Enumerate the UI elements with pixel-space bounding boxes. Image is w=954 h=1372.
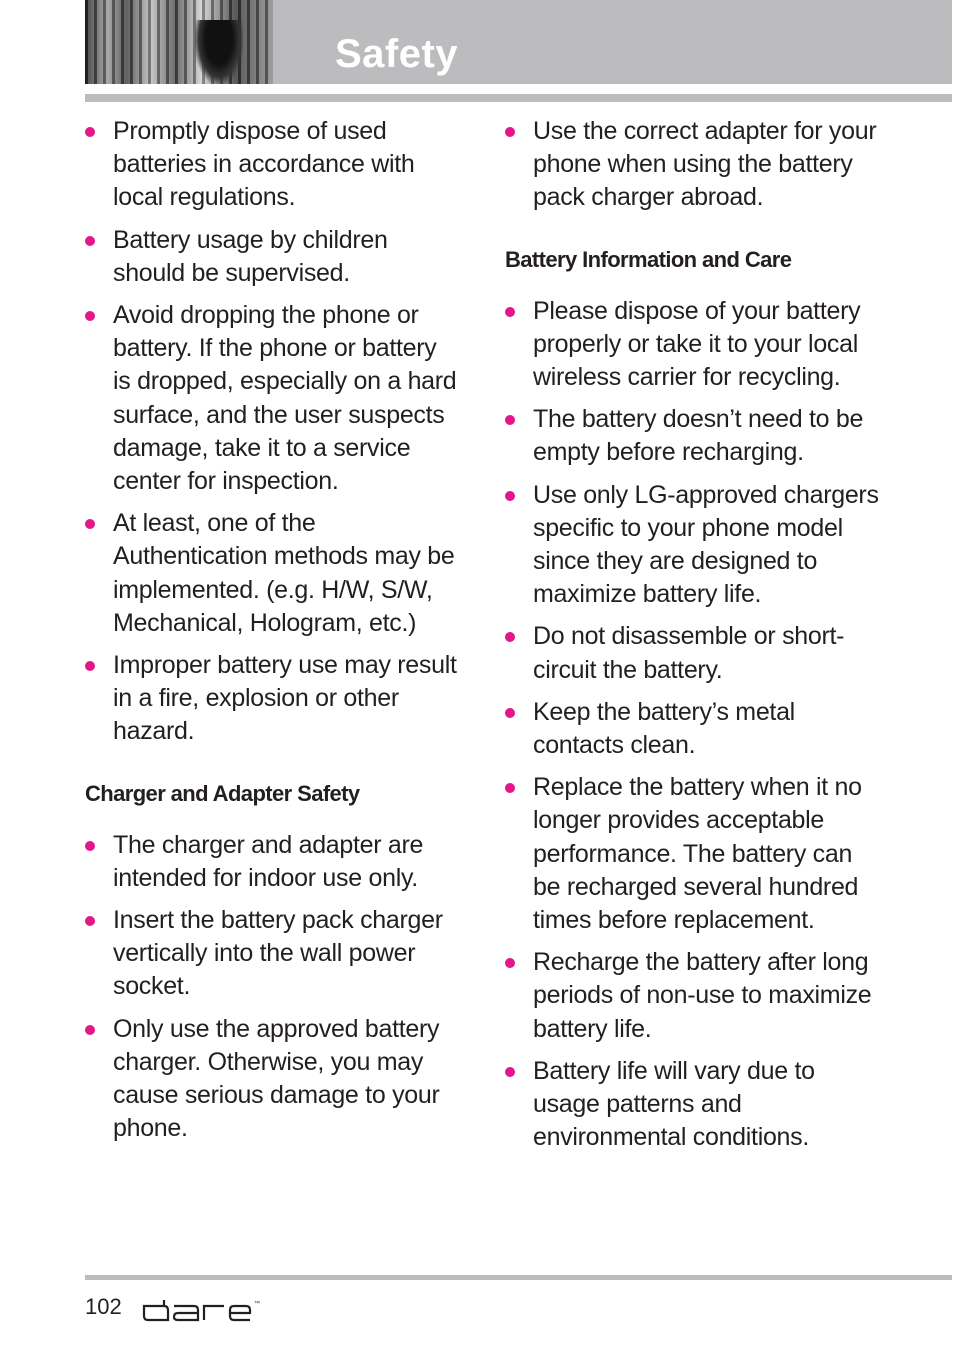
- bullet-icon: [505, 491, 515, 501]
- list-item-text: Only use the approved battery charger. Otherwise, you may cause serious damage to your phone.: [113, 1014, 440, 1143]
- left-bullets-1: [85, 115, 460, 749]
- page-header: [85, 0, 952, 84]
- header-photo-figure: [195, 20, 243, 84]
- dare-logo-icon: [142, 1298, 262, 1322]
- bullet-icon: [85, 519, 95, 529]
- list-item-text: Improper battery use may result in a fire, explosion or other hazard.: [113, 651, 457, 746]
- list-item: [505, 479, 880, 612]
- bullet-icon: [85, 916, 95, 926]
- list-item: [85, 299, 460, 498]
- trademark-symbol: ™: [254, 1301, 260, 1307]
- bullet-icon: [85, 236, 95, 246]
- list-item-text: Use only LG-approved chargers specific to your phone model since they are designed to maximize battery life.: [533, 480, 879, 609]
- list-item: [85, 1013, 460, 1146]
- bullet-icon: [85, 841, 95, 851]
- list-item-text: Keep the battery’s metal contacts clean.: [533, 697, 795, 760]
- right-column: [505, 115, 880, 1163]
- list-item: [85, 829, 460, 895]
- left-bullets-2: [85, 829, 460, 1146]
- list-item: [85, 224, 460, 290]
- footer-rule: [85, 1275, 952, 1280]
- bullet-icon: [85, 661, 95, 671]
- right-bullets-1: [505, 115, 880, 215]
- list-item: [505, 115, 880, 215]
- list-item-text: The battery doesn’t need to be empty before recharging.: [533, 405, 864, 467]
- list-item-text: Please dispose of your battery properly or take it to your local wireless carrier for recycling.: [533, 296, 861, 392]
- list-item-text: At least, one of the Authentication methods may be implemented. (e.g. H/W, S/W, Mechanical, Hologram, etc.): [113, 509, 455, 637]
- bullet-icon: [505, 127, 515, 137]
- list-item: [505, 771, 880, 937]
- list-item: [505, 403, 880, 469]
- bullet-icon: [85, 1025, 95, 1035]
- bullet-icon: [505, 958, 515, 968]
- section-title-charger: Charger and Adapter Safety: [85, 780, 360, 806]
- bullet-icon: [85, 127, 95, 137]
- list-item: [505, 620, 880, 686]
- list-item: [505, 1055, 880, 1155]
- bullet-icon: [505, 708, 515, 718]
- list-item: [85, 507, 460, 640]
- bullet-icon: [505, 783, 515, 793]
- header-photo-stripes: [85, 0, 273, 84]
- list-item: [505, 696, 880, 762]
- list-item-text: Insert the battery pack charger vertically into the wall power socket.: [113, 906, 443, 1001]
- list-item-text: Promptly dispose of used batteries in accordance with local regulations.: [113, 117, 415, 212]
- list-item-text: Do not disassemble or short-circuit the battery.: [533, 622, 845, 684]
- list-item: [85, 904, 460, 1004]
- bullet-icon: [505, 1067, 515, 1077]
- header-photo: [85, 0, 273, 84]
- bullet-icon: [505, 415, 515, 425]
- list-item-text: The charger and adapter are intended for indoor use only.: [113, 830, 424, 892]
- list-item: [85, 115, 460, 215]
- bullet-icon: [505, 307, 515, 317]
- list-item-text: Use the correct adapter for your phone when using the battery pack charger abroad.: [533, 117, 877, 212]
- header-rule: [85, 94, 952, 102]
- list-item-text: Battery usage by children should be supervised.: [113, 225, 388, 287]
- list-item: [505, 295, 880, 395]
- bullet-icon: [505, 632, 515, 642]
- section-title-battery: Battery Information and Care: [505, 246, 792, 272]
- bullet-icon: [85, 311, 95, 321]
- right-bullets-2: [505, 295, 880, 1155]
- list-item: [85, 649, 460, 749]
- left-column: [85, 115, 460, 1154]
- list-item-text: Replace the battery when it no longer provides acceptable performance. The battery can be recharged several hundred times before replacement.: [533, 773, 862, 935]
- page-title: Safety: [335, 32, 459, 76]
- list-item-text: Avoid dropping the phone or battery. If the phone or battery is dropped, especially on a hard surface, and the user suspects damage, take it to a service center for inspection.: [113, 301, 457, 496]
- list-item-text: Recharge the battery after long periods of non-use to maximize battery life.: [533, 948, 872, 1043]
- list-item-text: Battery life will vary due to usage patterns and environmental conditions.: [533, 1056, 815, 1152]
- page-number: 102: [85, 1294, 122, 1319]
- list-item: [505, 946, 880, 1046]
